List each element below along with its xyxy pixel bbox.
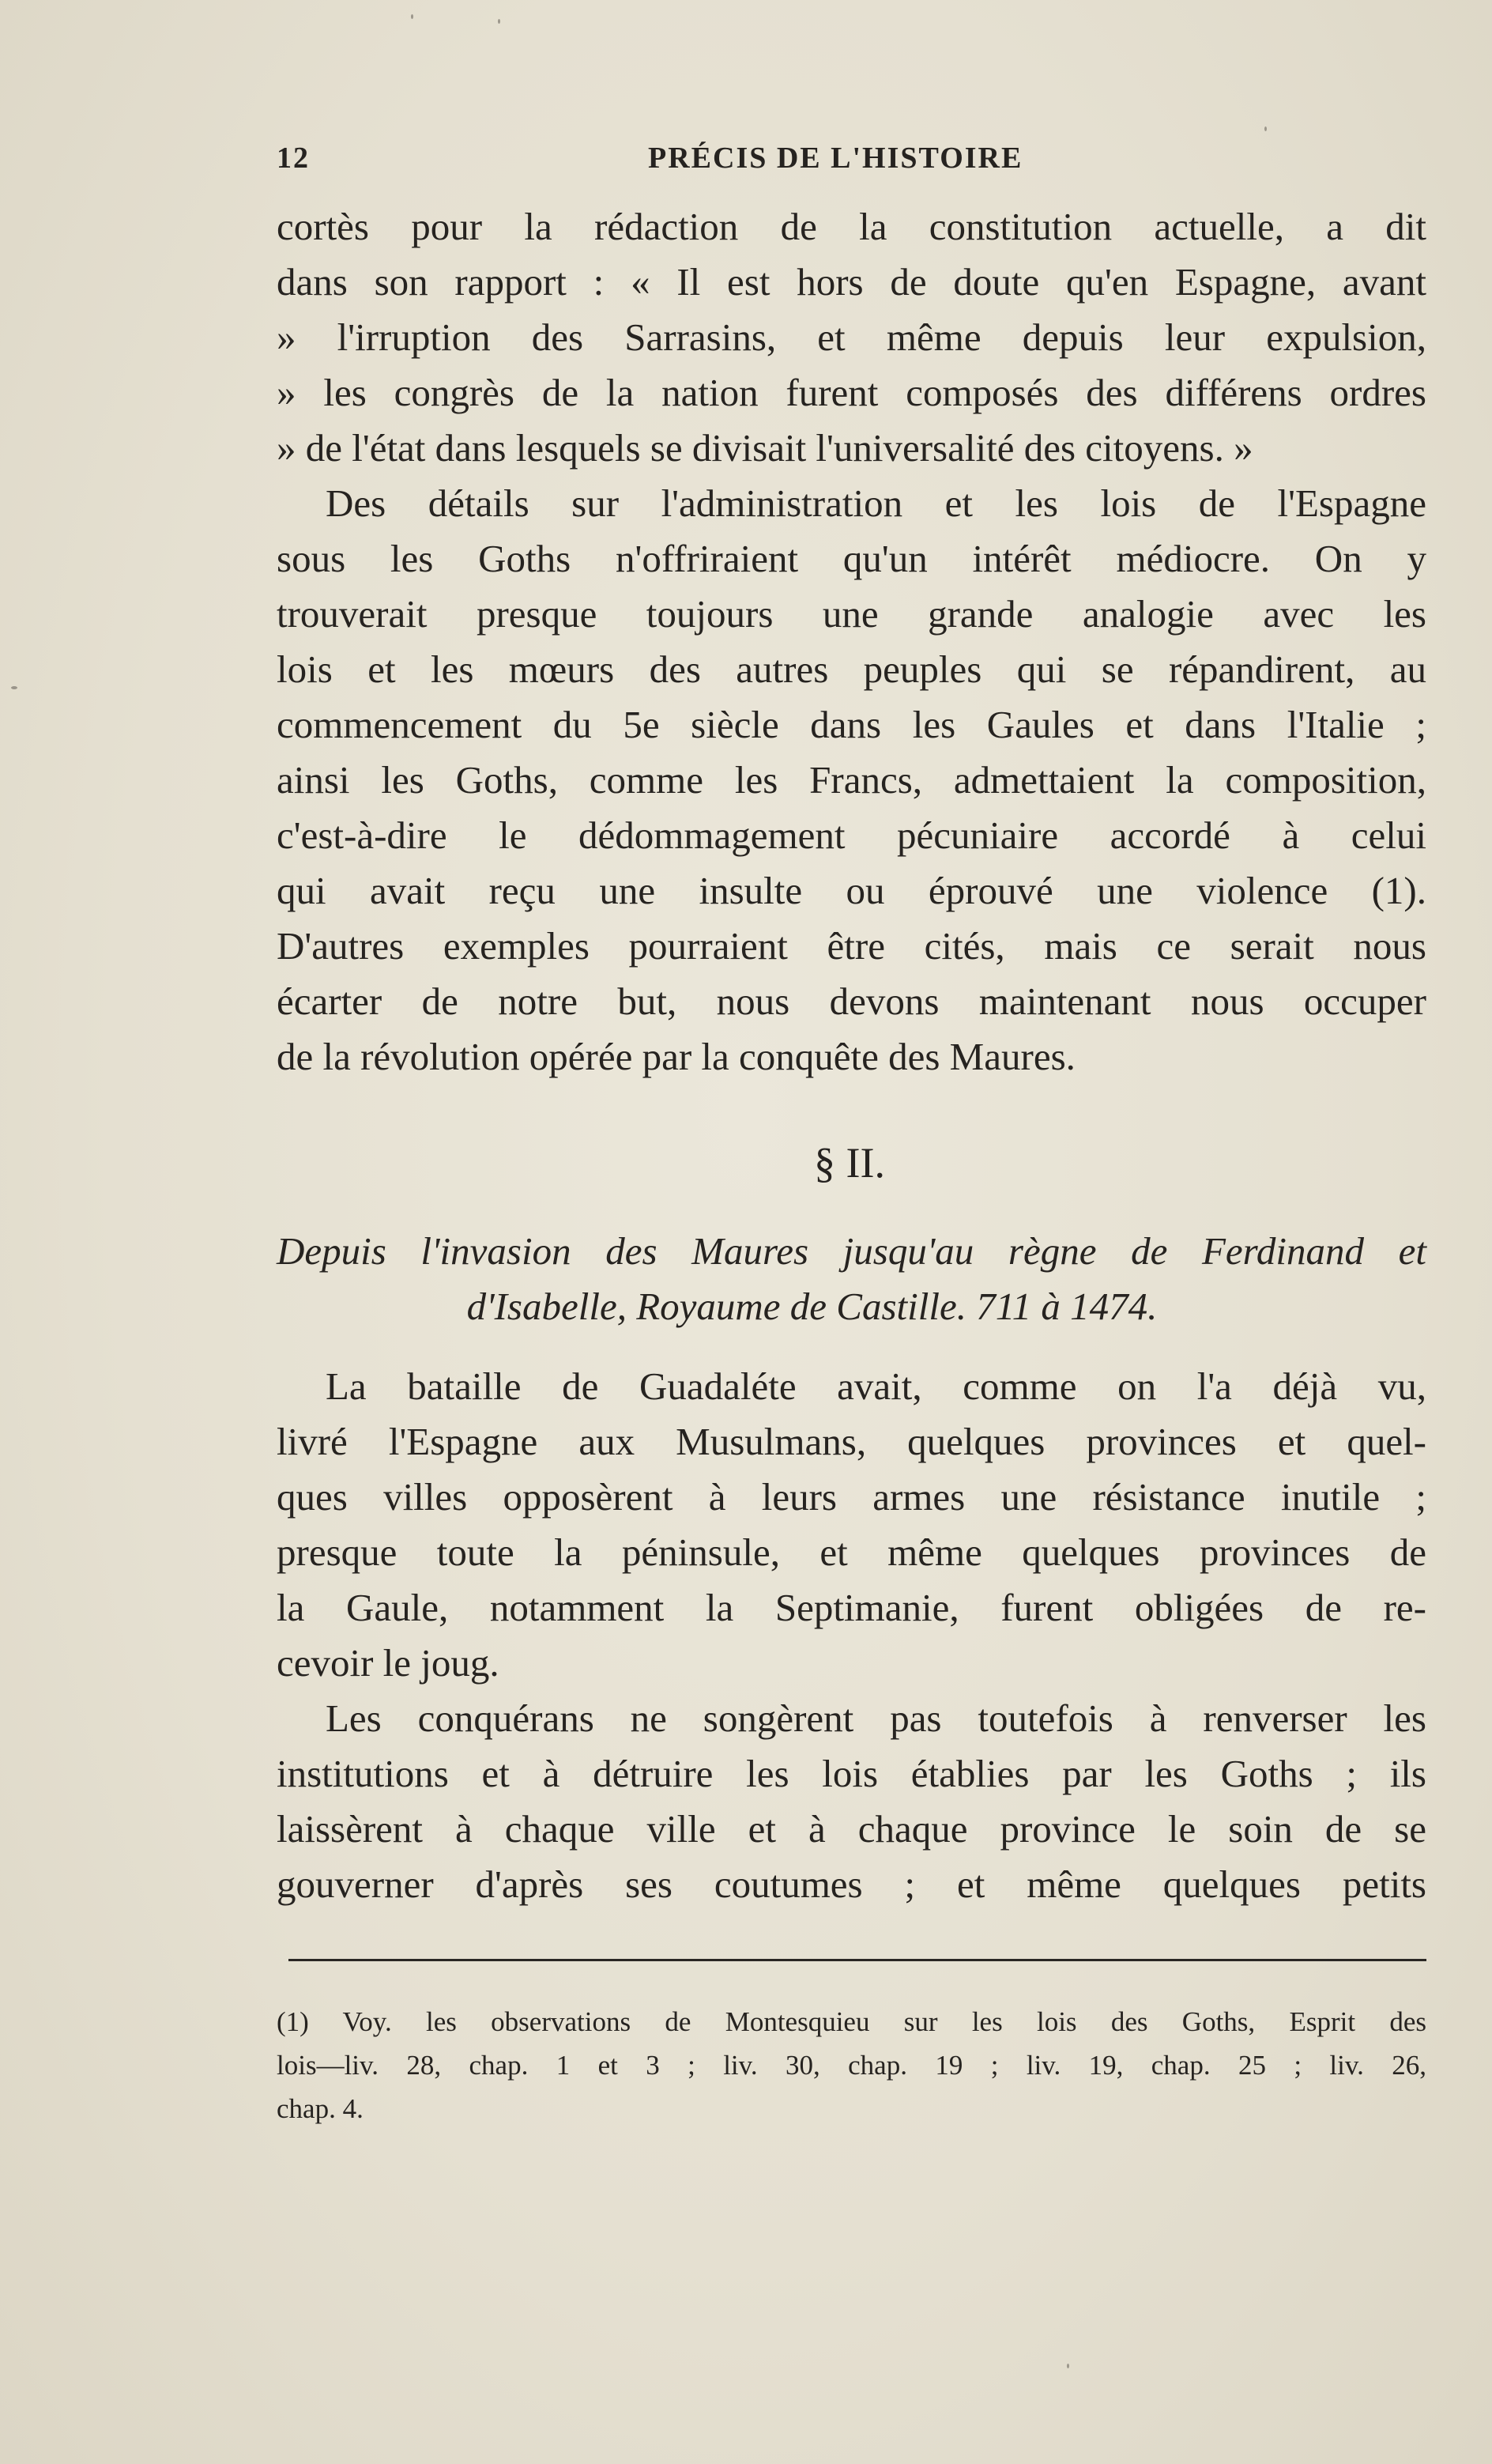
text-line: écarter de notre but, nous devons maintenant nous occuper (277, 979, 1426, 1023)
text-line: trouverait presque toujours une grande analogie avec les (277, 592, 1426, 636)
paragraph-2 (277, 476, 1426, 1085)
text-line: » l'irruption des Sarrasins, et même depuis leur expulsion, (277, 315, 1426, 359)
paper-speck (11, 686, 17, 689)
section-subtitle-line: Depuis l'invasion des Maures jusqu'au règne de Ferdinand et (277, 1229, 1426, 1273)
text-line: de la révolution opérée par la conquête des Maures. (277, 1035, 1076, 1078)
text-line: c'est-à-dire le dédommagement pécuniaire accordé à celui (277, 813, 1426, 857)
text-line: institutions et à détruire les lois établies par les Goths ; ils (277, 1752, 1426, 1795)
footnote (277, 2000, 1426, 2130)
footnote-line: (1) Voy. les observations de Montesquieu sur les lois des Goths, Esprit des (277, 2006, 1426, 2037)
text-line: livré l'Espagne aux Musulmans, quelques provinces et quel- (277, 1420, 1426, 1463)
section-subtitle-line: d'Isabelle, Royaume de Castille. 711 à 1474. (466, 1285, 1158, 1328)
paragraph-4 (277, 1690, 1426, 1911)
footnote-line: chap. 4. (277, 2093, 364, 2124)
page-number: 12 (277, 142, 310, 175)
text-line: Les conquérans ne songèrent pas toutefois à renverser les (326, 1696, 1426, 1740)
text-line: cevoir le joug. (277, 1641, 499, 1685)
text-line: qui avait reçu une insulte ou éprouvé une violence (1). (277, 869, 1426, 912)
main-text-upper (277, 199, 1426, 1085)
main-text-lower (277, 1358, 1426, 1911)
text-line: commencement du 5e siècle dans les Gaules et dans l'Italie ; (277, 703, 1426, 746)
paper-speck (1264, 126, 1267, 131)
text-line: lois et les mœurs des autres peuples qui se répandirent, au (277, 647, 1426, 691)
paper-speck (498, 19, 500, 24)
text-line: ainsi les Goths, comme les Francs, admettaient la composition, (277, 758, 1426, 802)
paper-speck (1067, 2364, 1069, 2368)
text-line: cortès pour la rédaction de la constitution actuelle, a dit (277, 205, 1426, 248)
text-line: laissèrent à chaque ville et à chaque province le soin de se (277, 1807, 1426, 1851)
running-head (277, 141, 1430, 180)
section-subtitle (277, 1224, 1426, 1334)
paragraph-1 (277, 199, 1426, 476)
text-line: dans son rapport : « Il est hors de doute qu'en Espagne, avant (277, 260, 1426, 304)
text-line: ques villes opposèrent à leurs armes une résistance inutile ; (277, 1475, 1426, 1519)
text-line: La bataille de Guadaléte avait, comme on l'a déjà vu, (326, 1364, 1426, 1408)
section-heading: § II. (814, 1139, 885, 1187)
text-line: gouverner d'après ses coutumes ; et même quelques petits (277, 1862, 1426, 1906)
footnote-rule (288, 1959, 1426, 1961)
running-title: PRÉCIS DE L'HISTOIRE (648, 142, 1023, 175)
text-line: la Gaule, notamment la Septimanie, furent obligées de re- (277, 1586, 1426, 1629)
paragraph-3 (277, 1358, 1426, 1690)
text-line: D'autres exemples pourraient être cités, mais ce serait nous (277, 924, 1426, 968)
text-line: » les congrès de la nation furent composés des différens ordres (277, 371, 1426, 414)
text-line: sous les Goths n'offriraient qu'un intérêt médiocre. On y (277, 537, 1426, 580)
footnote-line: lois—liv. 28, chap. 1 et 3 ; liv. 30, chap. 19 ; liv. 19, chap. 25 ; liv. 26, (277, 2050, 1426, 2081)
text-line: Des détails sur l'administration et les lois de l'Espagne (326, 481, 1426, 525)
text-line: presque toute la péninsule, et même quelques provinces de (277, 1530, 1426, 1574)
paper-speck (411, 14, 413, 19)
text-line: » de l'état dans lesquels se divisait l'universalité des citoyens. » (277, 426, 1253, 470)
